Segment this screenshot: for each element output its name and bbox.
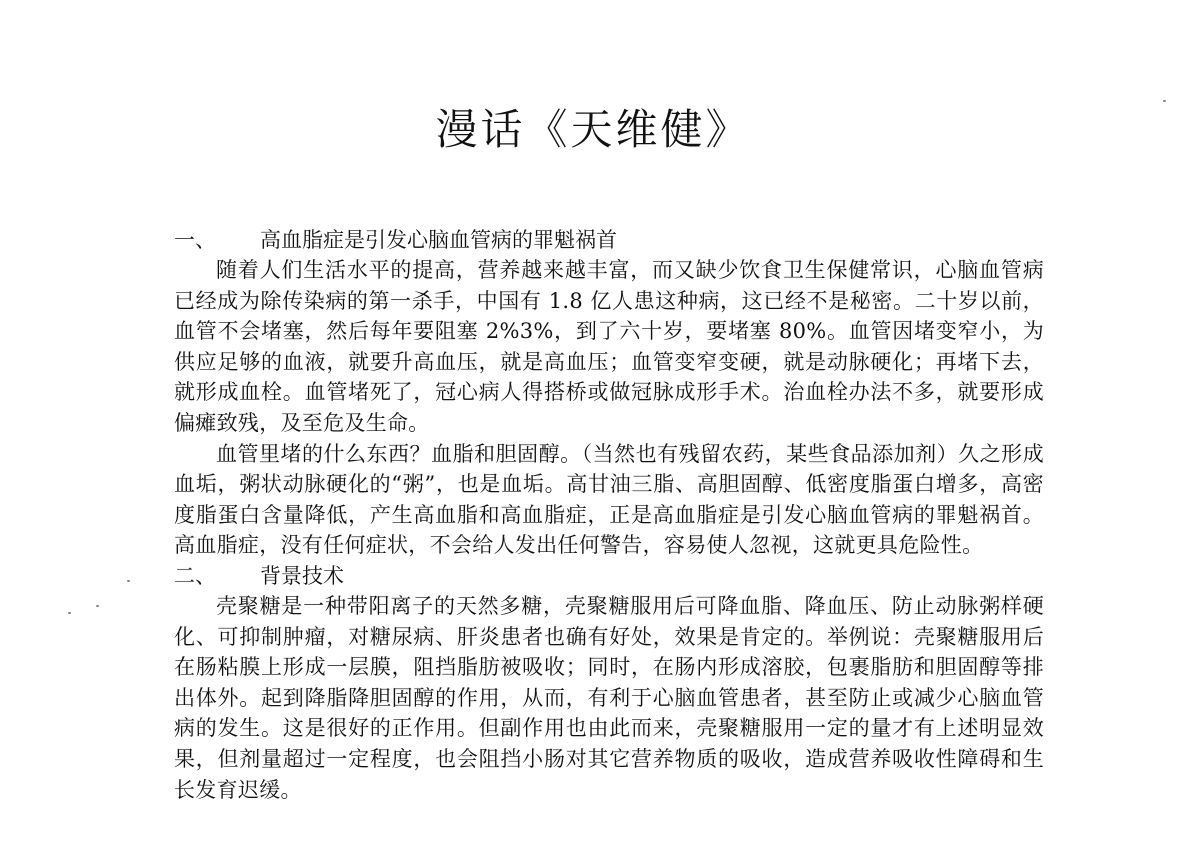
scan-speck bbox=[127, 580, 130, 582]
scan-speck bbox=[96, 605, 99, 607]
section-1-paragraph-2: 血管里堵的什么东西？血脂和胆固醇。（当然也有残留农药，某些食品添加剂）久之形成血垢，粥状动脉硬化的“粥”，也是血垢。高甘油三脂、高胆固醇、低密度脂蛋白增多，高密度脂蛋白含量降低，产生高血脂和高血脂症，正是高血脂症是引发心脑血管病的罪魁祸首。高血脂症，没有任何症状，不会给人发出任何警告，容易使人忽视，这就更具危险性。 bbox=[174, 441, 1044, 558]
document-title: 漫话《天维健》 bbox=[435, 105, 751, 154]
document-body bbox=[174, 225, 1044, 805]
section-2-number: 二、 bbox=[174, 563, 216, 588]
section-2-heading-text: 背景技术 bbox=[260, 563, 344, 588]
section-1-paragraph-1: 随着人们生活水平的提高，营养越来越丰富，而又缺少饮食卫生保健常识，心脑血管病已经成为除传染病的第一杀手，中国有 1.8 亿人患这种病，这已经不是秘密。二十岁以前，血管不会堵塞，然后每年要阻塞 2%3%，到了六十岁，要堵塞 80%。血管因堵变窄小，为供应足够的血液，就要升高血压，就是高血压；血管变窄变硬，就是动脉硬化；再堵下去，就形成血栓。血管堵死了，冠心病人得搭桥或做冠脉成形手术。治血栓办法不多，就要形成偏瘫致残，及至危及生命。 bbox=[174, 258, 1044, 435]
scan-speck bbox=[68, 612, 71, 614]
scan-speck bbox=[1163, 100, 1166, 102]
section-1-heading-text: 高血脂症是引发心脑血管病的罪魁祸首 bbox=[260, 228, 617, 252]
section-1-number: 一、 bbox=[174, 228, 216, 252]
section-1-heading bbox=[174, 225, 1044, 255]
section-2-paragraph-1: 壳聚糖是一种带阳离子的天然多糖，壳聚糖服用后可降血脂、降血压、防止动脉粥样硬化、可抑制肿瘤，对糖尿病、肝炎患者也确有好处，效果是肯定的。举例说：壳聚糖服用后在肠粘膜上形成一层膜，阻挡脂肪被吸收；同时，在肠内形成溶胶，包裹脂肪和胆固醇等排出体外。起到降脂降胆固醇的作用，从而，有利于心脑血管患者，甚至防止或减少心脑血管病的发生。这是很好的正作用。但副作用也由此而来，壳聚糖服用一定的量才有上述明显效果，但剂量超过一定程度，也会阻挡小肠对其它营养物质的吸收，造成营养吸收性障碍和生长发育迟缓。 bbox=[174, 593, 1044, 802]
section-2-heading bbox=[174, 561, 1044, 591]
